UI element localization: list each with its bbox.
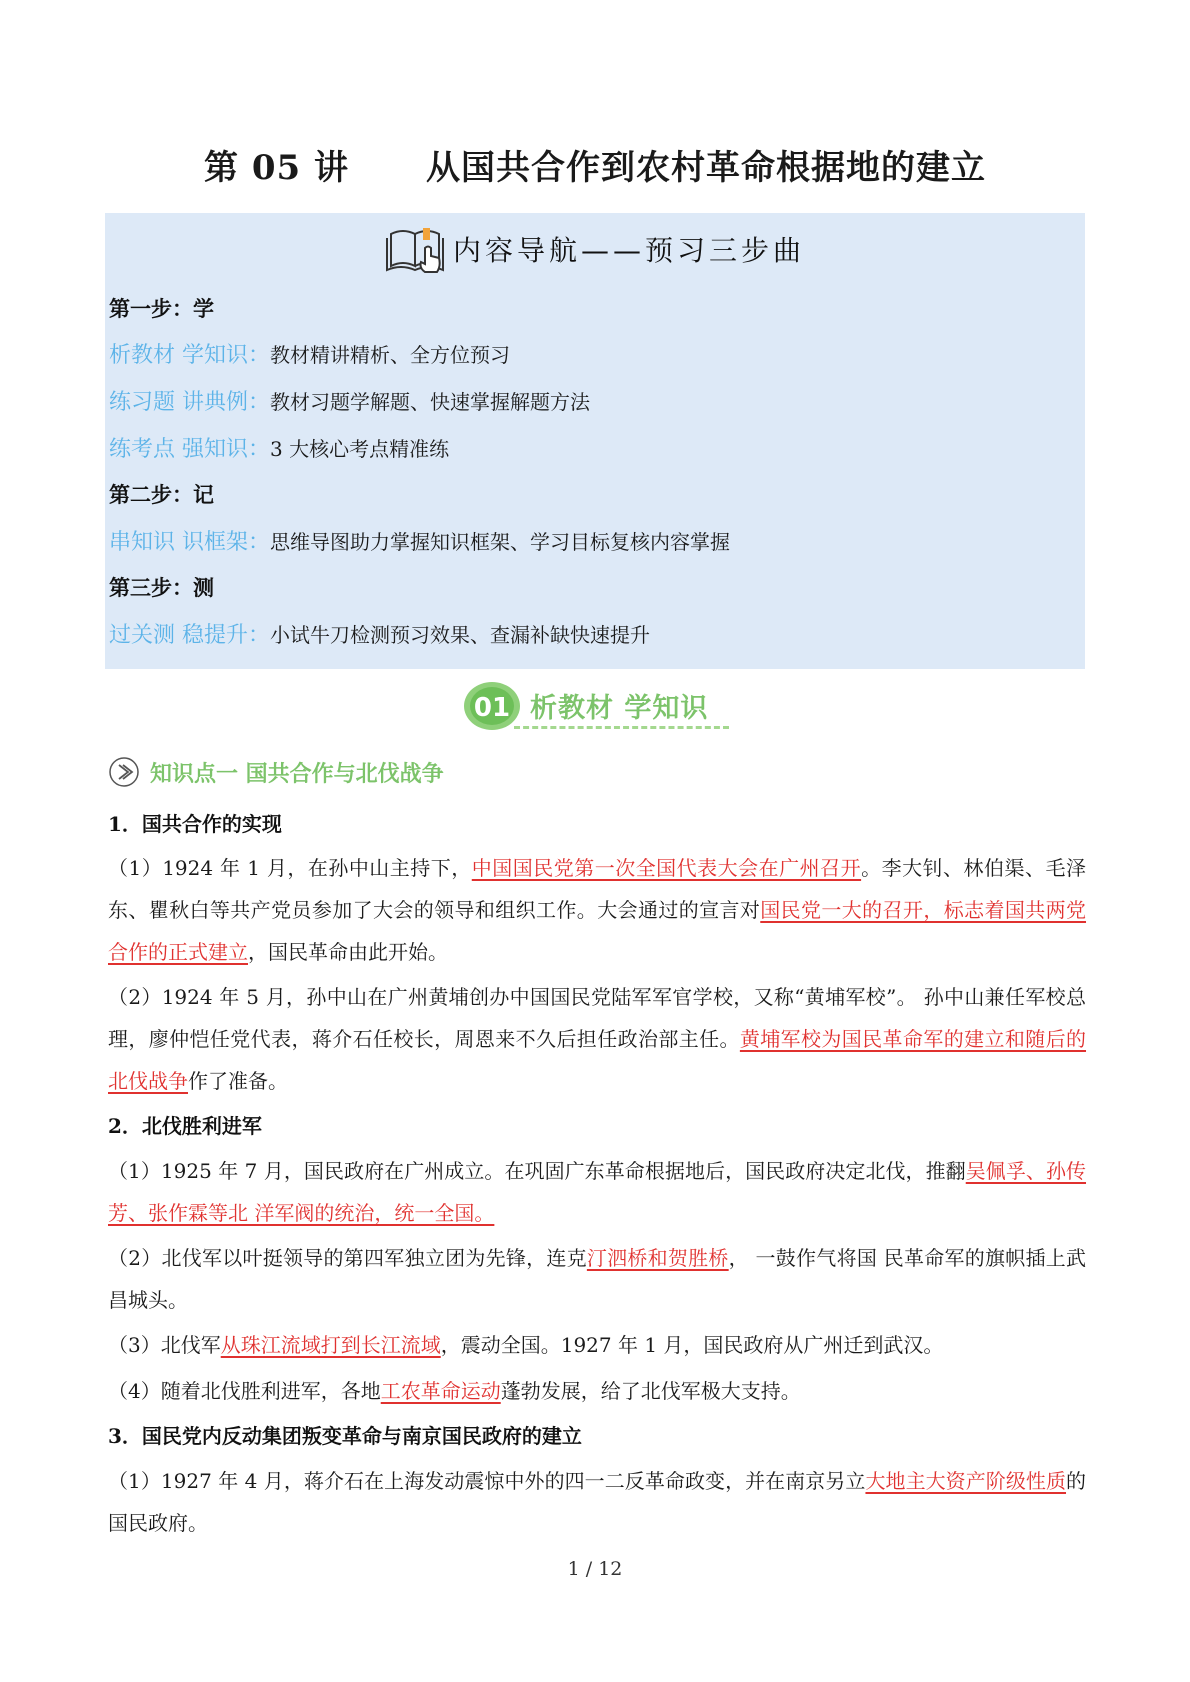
text: ，震动全国。1927 年 1 月，国民政府从广州迁到武汉。 bbox=[440, 1333, 944, 1357]
highlight: 汀泗桥和贺胜桥 bbox=[586, 1246, 729, 1270]
paragraph-6 bbox=[108, 1370, 1086, 1412]
nav-desc: 小试牛刀检测预习效果、查漏补缺快速提升 bbox=[270, 623, 650, 647]
text: ， 一鼓作气将国 民革命军的旗帜插上武昌城头。 bbox=[108, 1246, 1086, 1312]
arrow-circle-icon bbox=[108, 756, 140, 788]
text: （4）随着北伐胜利进军，各地 bbox=[108, 1379, 381, 1403]
text: （1）1924 年 1 月，在孙中山主持下， bbox=[108, 856, 472, 880]
text: （2）1924 年 5 月，孙中山在广州黄埔创办中国国民党陆军军官学校，又称“黄埔军校”。 孙中山兼任军校总理，廖仲恺任党代表，蒋介石任校长，周恩来不久后担任政治部主任。 bbox=[108, 985, 1086, 1051]
nav-desc: 教材精讲精析、全方位预习 bbox=[270, 343, 510, 367]
text: ，国民革命由此开始。 bbox=[248, 940, 448, 964]
nav-item-practice-points bbox=[109, 435, 449, 464]
section-banner bbox=[462, 680, 732, 736]
paragraph-2 bbox=[108, 976, 1086, 1102]
nav-key: 析教材 学知识： bbox=[109, 343, 270, 368]
highlight: 从珠江流域打到长江流域 bbox=[220, 1333, 441, 1357]
nav-item-pass-test bbox=[109, 621, 650, 650]
nav-item-analyze-textbook bbox=[109, 341, 510, 370]
heading-northern-expedition: 2．北伐胜利进军 bbox=[108, 1114, 262, 1138]
nav-header-text: 内容导航——预习三步曲 bbox=[452, 234, 805, 267]
paragraph-7 bbox=[108, 1460, 1086, 1544]
text: （1）1925 年 7 月，国民政府在广州成立。在巩固广东革命根据地后，国民政府决定北伐，推翻 bbox=[108, 1159, 966, 1183]
section-title: 析教材 学知识 bbox=[530, 693, 709, 724]
paragraph-1 bbox=[108, 847, 1086, 973]
text: 蓬勃发展，给了北伐军极大支持。 bbox=[500, 1379, 801, 1403]
paragraph-5 bbox=[108, 1324, 1086, 1366]
page-title: 第 05 讲 从国共合作到农村革命根据地的建立 bbox=[203, 148, 986, 188]
knowledge-point-title: 知识点一 国共合作与北伐战争 bbox=[150, 761, 444, 787]
nav-key: 过关测 稳提升： bbox=[109, 623, 270, 648]
nav-key: 练考点 强知识： bbox=[109, 437, 270, 462]
step-label: 第二步：记 bbox=[109, 482, 214, 507]
nav-header bbox=[105, 221, 1085, 277]
nav-desc: 思维导图助力掌握知识框架、学习目标复核内容掌握 bbox=[270, 530, 730, 554]
knowledge-point-heading bbox=[108, 755, 444, 789]
highlight: 吴佩孚、孙传芳、张作霖等北 洋军阀的统治，统一全国。 bbox=[108, 1159, 1087, 1225]
text: （2）北伐军以叶挺领导的第四军独立团为先锋，连克 bbox=[108, 1246, 587, 1270]
text: 作了准备。 bbox=[188, 1069, 288, 1093]
step-label: 第一步：学 bbox=[109, 296, 214, 321]
paragraph-3 bbox=[108, 1150, 1086, 1234]
highlight: 工农革命运动 bbox=[380, 1379, 501, 1403]
section-number-badge bbox=[462, 680, 522, 734]
book-pointer-icon bbox=[385, 224, 447, 274]
heading-nanjing-government: 3．国民党内反动集团叛变革命与南京国民政府的建立 bbox=[108, 1424, 582, 1448]
nav-key: 练习题 讲典例： bbox=[109, 390, 270, 415]
text: 的国民政府。 bbox=[108, 1469, 1087, 1535]
nav-step-2 bbox=[109, 481, 214, 509]
heading-cooperation: 1．国共合作的实现 bbox=[108, 812, 282, 836]
content-navigation-box bbox=[105, 213, 1085, 669]
nav-desc: 教材习题学解题、快速掌握解题方法 bbox=[270, 390, 590, 414]
highlight: 中国国民党第一次全国代表大会在广州召开 bbox=[471, 856, 862, 880]
nav-step-1 bbox=[109, 295, 214, 323]
highlight: 大地主大资产阶级性质 bbox=[865, 1469, 1067, 1493]
nav-key: 串知识 识框架： bbox=[109, 530, 270, 555]
text: 。李大钊、林伯渠、毛泽东、瞿秋白等共产党员参加了大会的领导和组织工作。大会通过的宣言对 bbox=[108, 856, 1087, 922]
nav-item-knowledge-framework bbox=[109, 528, 730, 557]
highlight: 黄埔军校为国民革命军的建立和随后的北伐战争 bbox=[108, 1027, 1087, 1093]
page-number: 1 / 12 bbox=[567, 1558, 623, 1580]
section-number: 01 bbox=[473, 693, 511, 723]
nav-desc: 3 大核心考点精准练 bbox=[270, 437, 450, 461]
paragraph-4 bbox=[108, 1237, 1086, 1321]
nav-item-practice-exercises bbox=[109, 388, 590, 417]
step-label: 第三步：测 bbox=[109, 575, 214, 600]
text: （1）1927 年 4 月，蒋介石在上海发动震惊中外的四一二反革命政变，并在南京另立 bbox=[108, 1469, 866, 1493]
nav-step-3 bbox=[109, 574, 214, 602]
highlight: 国民党一大的召开，标志着国共两党合作的正式建立 bbox=[108, 898, 1087, 964]
section-dashes bbox=[514, 726, 729, 729]
text: （3）北伐军 bbox=[108, 1333, 221, 1357]
